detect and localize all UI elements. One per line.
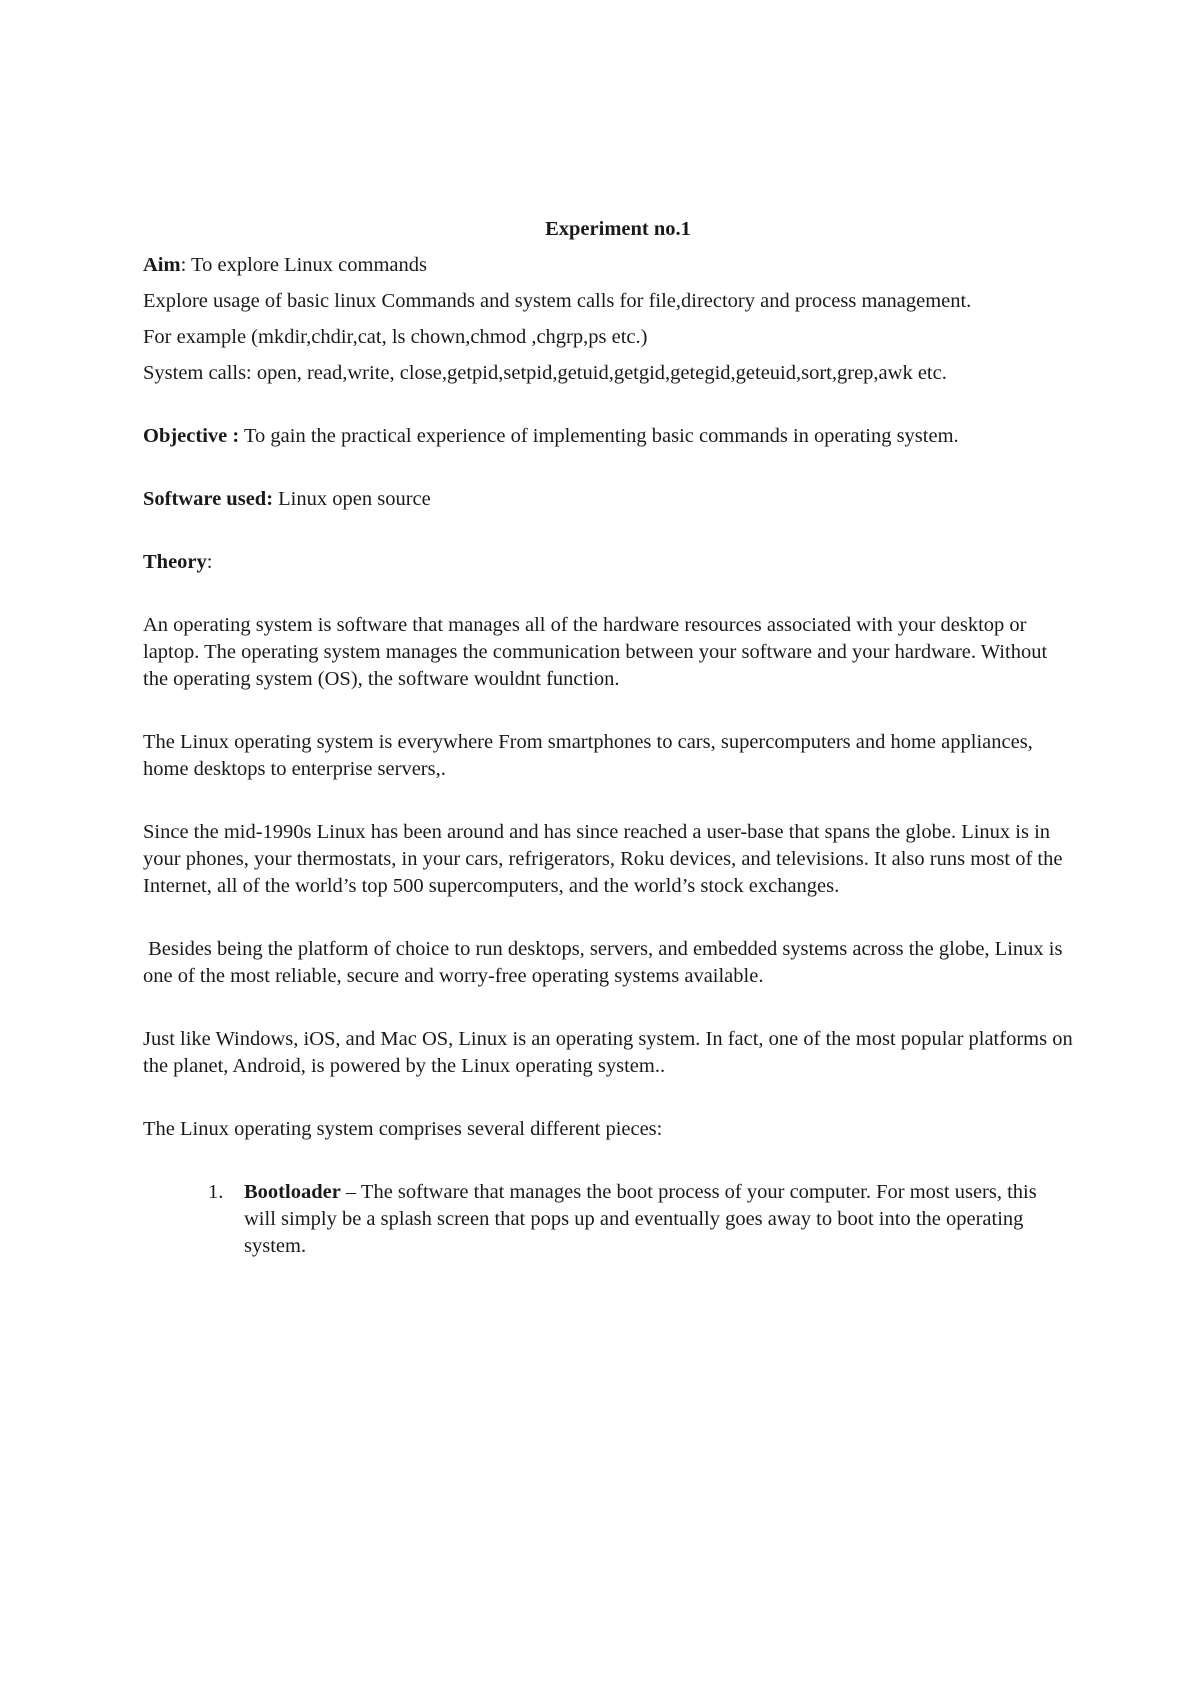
aim-line bbox=[143, 252, 1073, 279]
list-item bbox=[143, 1179, 1073, 1260]
objective-paragraph bbox=[143, 423, 1073, 450]
theory-paragraph-everywhere: The Linux operating system is everywhere From smartphones to cars, supercomputers and home appliances, home desktops to enterprise servers,. bbox=[143, 731, 1033, 780]
theory-paragraph-os: An operating system is software that manages all of the hardware resources associated with your desktop or laptop. The operating system manages the communication between your software and your hardware. Without the operating system (OS), the software wouldnt function. bbox=[143, 614, 1048, 690]
explore-paragraph: Explore usage of basic linux Commands and system calls for file,directory and process management. bbox=[143, 290, 972, 312]
list-item-text: – The software that manages the boot process of your computer. For most users, this will simply be a splash screen that pops up and eventually goes away to boot into the operating system. bbox=[244, 1181, 1037, 1257]
objective-text: To gain the practical experience of implementing basic commands in operating system. bbox=[239, 425, 959, 447]
theory-heading bbox=[143, 549, 1073, 576]
theory-paragraph-pieces: The Linux operating system comprises several different pieces: bbox=[143, 1118, 663, 1140]
example-paragraph: For example (mkdir,chdir,cat, ls chown,chmod ,chgrp,ps etc.) bbox=[143, 326, 648, 348]
theory-paragraph-android: Just like Windows, iOS, and Mac OS, Linux is an operating system. In fact, one of the most popular platforms on the planet, Android, is powered by the Linux operating system.. bbox=[143, 1028, 1073, 1077]
list-item-number: 1. bbox=[208, 1181, 224, 1203]
software-paragraph bbox=[143, 486, 1073, 513]
aim-label: Aim bbox=[143, 254, 181, 276]
theory-paragraph-history: Since the mid-1990s Linux has been around and has since reached a user-base that spans the globe. Linux is in your phones, your thermostats, in your cars, refrigerators, Roku devices, and televisions. It also runs most of the Internet, all of the world’s top 500 supercomputers, and the world’s stock exchanges. bbox=[143, 821, 1063, 897]
list-item-term: Bootloader bbox=[244, 1181, 341, 1203]
software-text: Linux open source bbox=[273, 488, 431, 510]
software-label: Software used: bbox=[143, 488, 274, 510]
syscalls-paragraph: System calls: open, read,write, close,getpid,setpid,getuid,getgid,getegid,geteuid,sort,grep,awk etc. bbox=[143, 362, 947, 384]
aim-text: : To explore Linux commands bbox=[180, 254, 427, 276]
theory-label: Theory bbox=[143, 551, 207, 573]
components-list bbox=[143, 1179, 1073, 1260]
page-title: Experiment no.1 bbox=[545, 218, 691, 240]
theory-text: : bbox=[206, 551, 213, 573]
objective-label: Objective : bbox=[143, 425, 240, 447]
theory-paragraph-reliability: Besides being the platform of choice to run desktops, servers, and embedded systems across the globe, Linux is one of the most reliable, secure and worry-free operating systems available. bbox=[143, 938, 1068, 987]
document-page bbox=[143, 216, 1073, 1260]
